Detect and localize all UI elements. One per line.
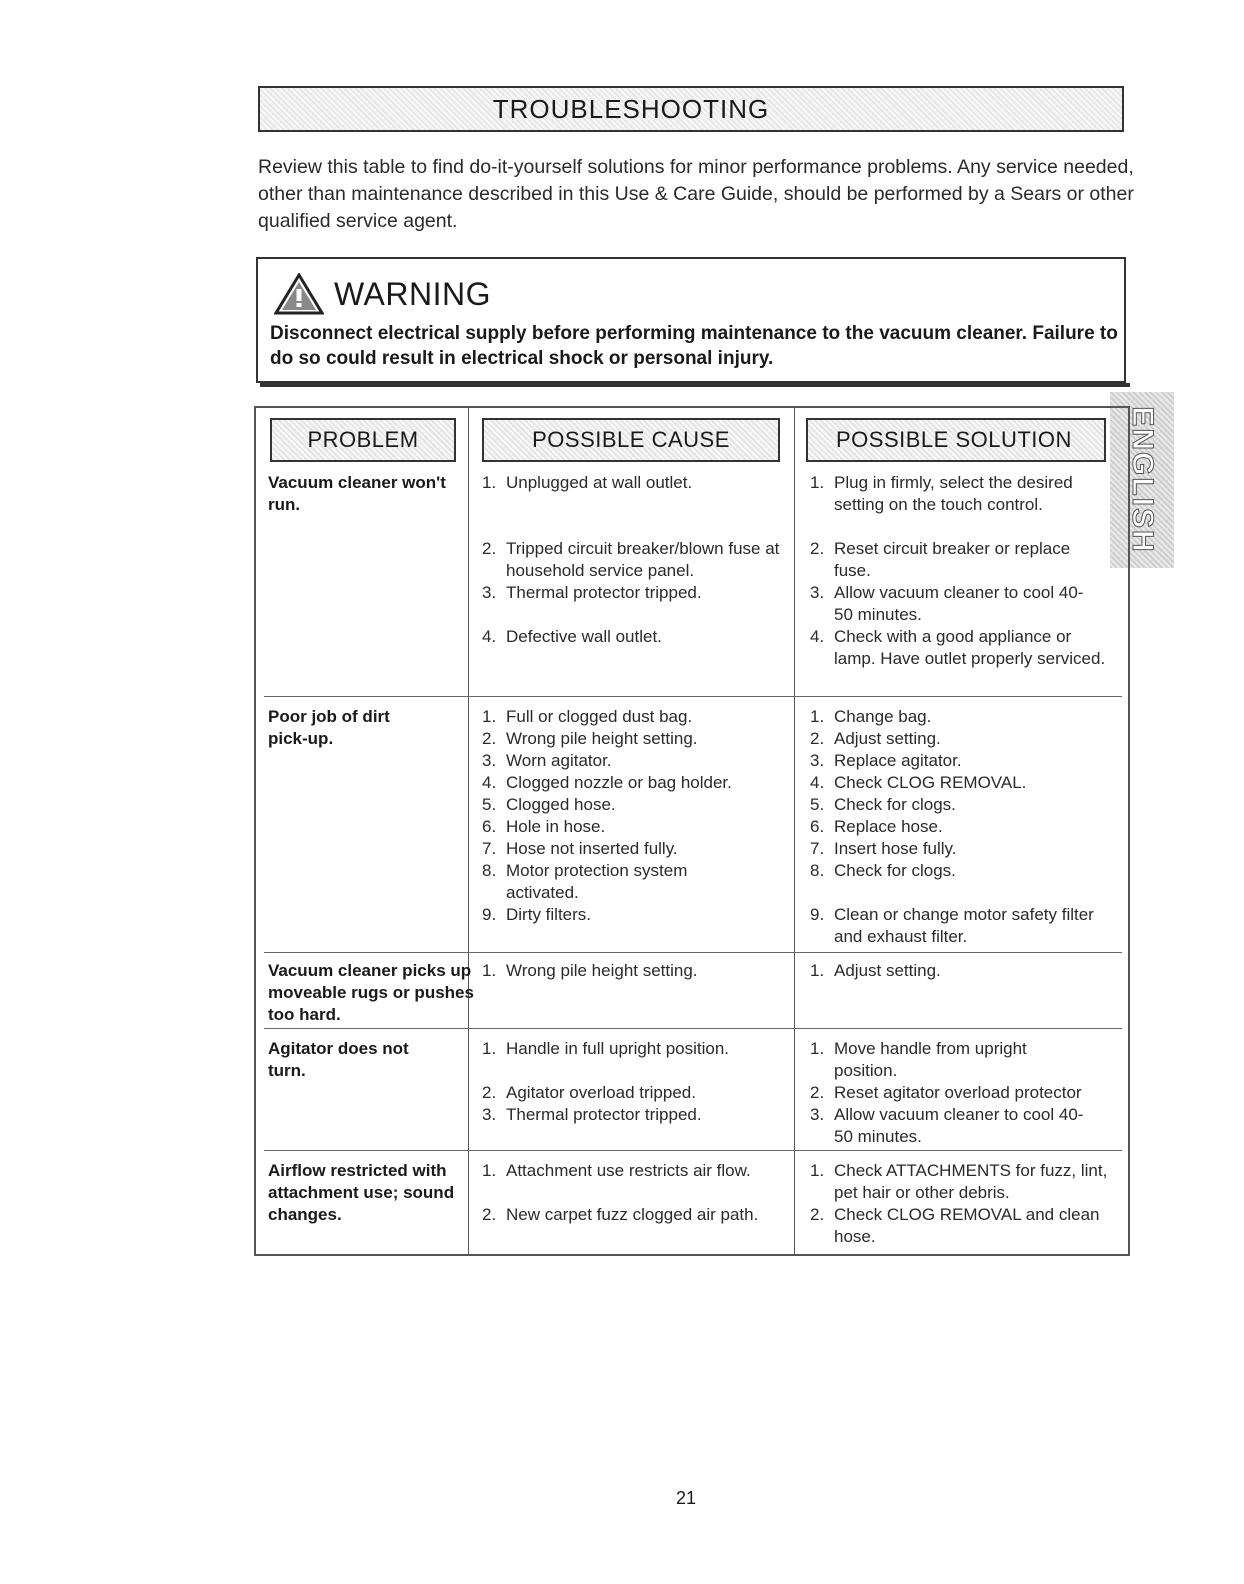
row-divider [264, 696, 1122, 697]
solution-item: 1. Move handle from upright position. [810, 1039, 1027, 1080]
solution-item: 2. Reset circuit breaker or replace fuse. [810, 539, 1071, 580]
solution-item: 1. Adjust setting. [810, 961, 941, 980]
cause-item: 1. Attachment use restricts air flow. [482, 1161, 751, 1180]
problem-cell: Vacuum cleaner picks up moveable rugs or pushes too hard. [268, 961, 474, 1024]
row-divider [264, 1028, 1122, 1029]
cause-item: 5. Clogged hose. [482, 795, 616, 814]
cause-item: 1. Full or clogged dust bag. [482, 707, 693, 726]
cause-item: 1. Handle in full upright position. [482, 1039, 730, 1058]
solution-item: 8. Check for clogs. [810, 861, 956, 880]
solution-item: 3. Allow vacuum cleaner to cool 40-50 minutes. [810, 583, 1084, 624]
header-problem: PROBLEM [270, 418, 456, 462]
solution-item: 5. Check for clogs. [810, 795, 956, 814]
row-divider [264, 1150, 1122, 1151]
warning-box [256, 257, 1126, 383]
solution-item: 1. Plug in firmly, select the desired setting on the touch control. [810, 473, 1073, 514]
cause-item: 6. Hole in hose. [482, 817, 606, 836]
troubleshooting-header [258, 86, 1124, 132]
warning-heading [274, 273, 491, 315]
troubleshooting-table [254, 406, 1130, 1256]
cause-item: 9. Dirty filters. [482, 905, 591, 924]
solution-item: 6. Replace hose. [810, 817, 943, 836]
solution-item: 2. Check CLOG REMOVAL and clean hose. [810, 1205, 1100, 1246]
solution-item: 3. Replace agitator. [810, 751, 962, 770]
solution-item: 9. Clean or change motor safety filter and exhaust filter. [810, 905, 1094, 946]
page-number: 21 [675, 1488, 697, 1508]
problem-cell: Vacuum cleaner won't run. [268, 473, 446, 514]
language-tab-label: ENGLISH [1126, 406, 1159, 554]
row-divider [264, 952, 1122, 953]
cause-item: 3. Worn agitator. [482, 751, 612, 770]
solution-item: 3. Allow vacuum cleaner to cool 40-50 minutes. [810, 1105, 1084, 1146]
solution-item: 2. Reset agitator overload protector [810, 1083, 1082, 1102]
header-possible-solution: POSSIBLE SOLUTION [806, 418, 1106, 462]
intro-paragraph: Review this table to find do-it-yourself solutions for minor performance problems. Any service needed, other than maintenance described in this Use & Care Guide, should be performed by a Sears or other qualified service agent. [258, 156, 1134, 232]
header-possible-cause: POSSIBLE CAUSE [482, 418, 780, 462]
problem-cell: Agitator does not turn. [268, 1039, 409, 1080]
solution-item: 1. Change bag. [810, 707, 932, 726]
solution-item: 2. Adjust setting. [810, 729, 941, 748]
cause-item: 1. Wrong pile height setting. [482, 961, 698, 980]
cause-item: 2. Tripped circuit breaker/blown fuse at household service panel. [482, 539, 780, 580]
cause-item: 1. Unplugged at wall outlet. [482, 473, 693, 492]
column-divider [468, 408, 469, 1254]
cause-item: 2. Wrong pile height setting. [482, 729, 698, 748]
cause-item: 8. Motor protection system activated. [482, 861, 688, 902]
problem-cell: Airflow restricted with attachment use; sound changes. [268, 1161, 455, 1224]
warning-triangle-icon [274, 273, 324, 315]
cause-item: 4. Defective wall outlet. [482, 627, 662, 646]
page-title: TROUBLESHOOTING [492, 93, 770, 124]
cause-item: 3. Thermal protector tripped. [482, 583, 702, 602]
solution-item: 1. Check ATTACHMENTS for fuzz, lint, pet hair or other debris. [810, 1161, 1108, 1202]
cause-item: 2. Agitator overload tripped. [482, 1083, 696, 1102]
cause-item: 3. Thermal protector tripped. [482, 1105, 702, 1124]
cause-item: 4. Clogged nozzle or bag holder. [482, 773, 732, 792]
cause-item: 2. New carpet fuzz clogged air path. [482, 1205, 759, 1224]
problem-cell: Poor job of dirt pick-up. [268, 707, 390, 748]
cause-item: 7. Hose not inserted fully. [482, 839, 678, 858]
warning-title: WARNING [334, 275, 491, 312]
warning-text: Disconnect electrical supply before performing maintenance to the vacuum cleaner. Failure to do so could result in electrical shock or personal injury. [270, 323, 1118, 369]
solution-item: 4. Check CLOG REMOVAL. [810, 773, 1027, 792]
solution-item: 7. Insert hose fully. [810, 839, 957, 858]
solution-item: 4. Check with a good appliance or lamp. Have outlet properly serviced. [810, 627, 1106, 668]
